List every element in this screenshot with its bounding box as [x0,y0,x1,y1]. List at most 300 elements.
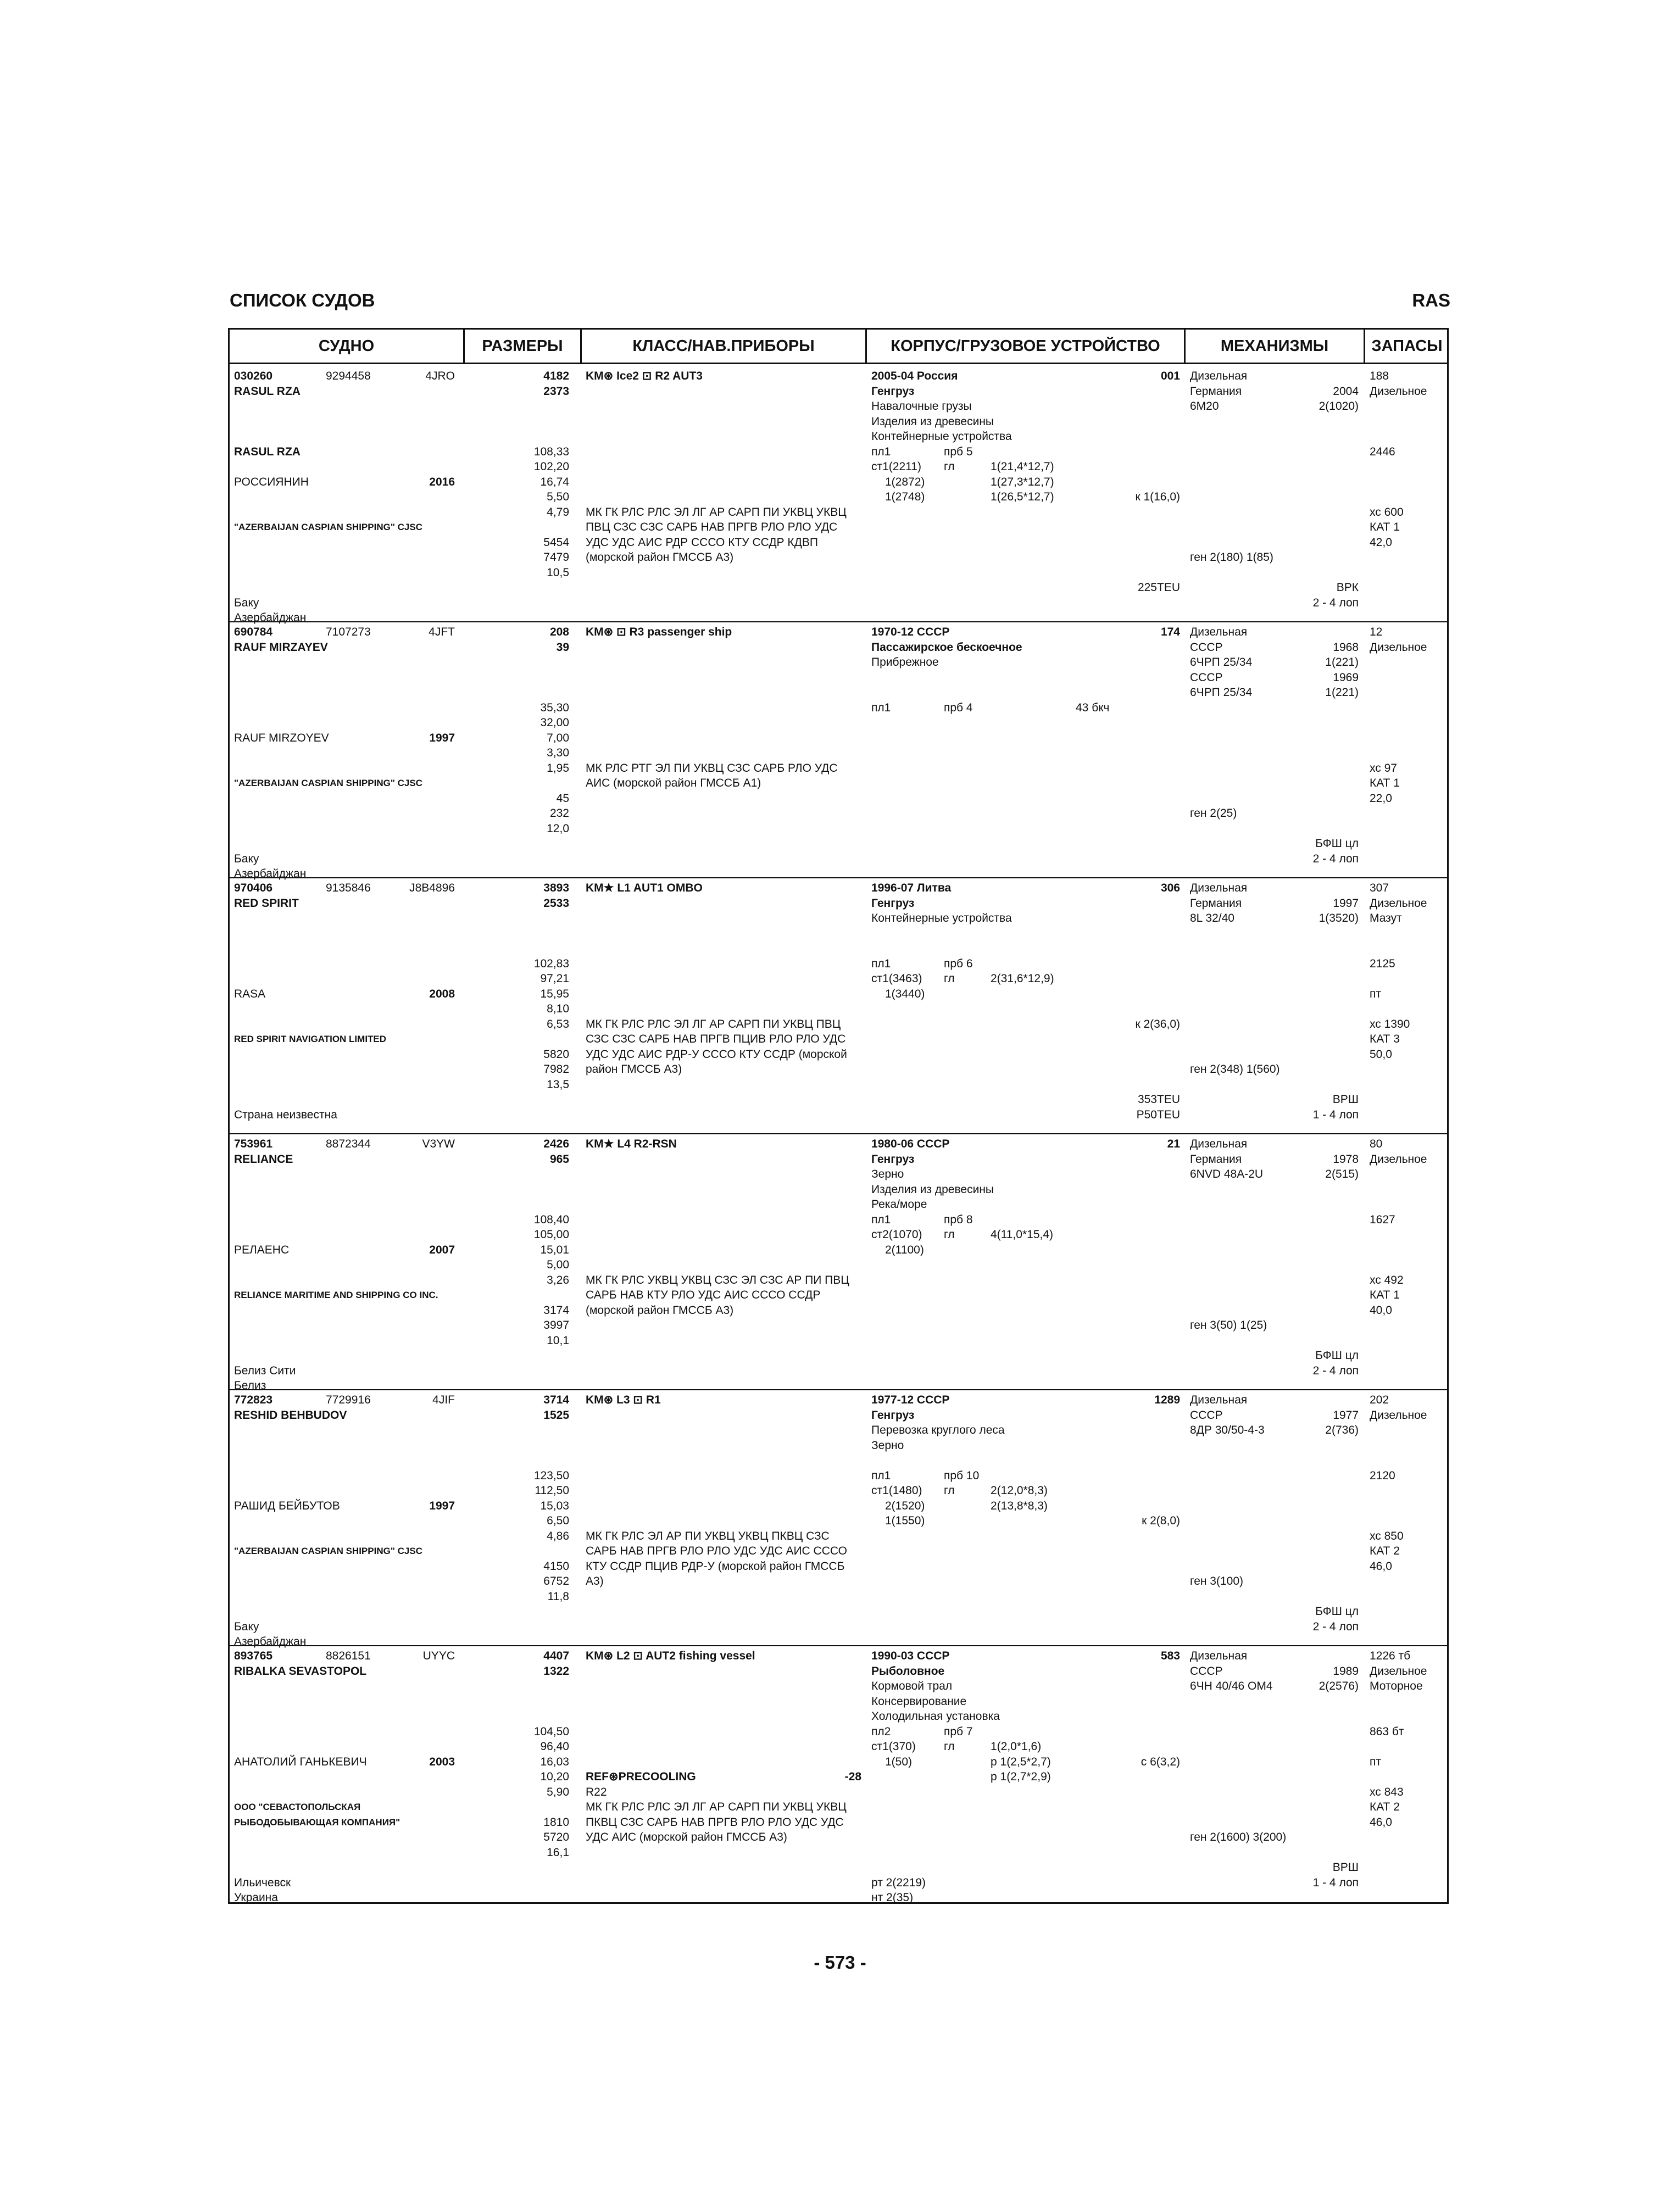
deck-info: прб 6 [944,957,973,970]
ship-record [230,364,1447,622]
deadweight-value: 13,5 [547,1078,569,1091]
stores-info: Дизельное [1370,896,1427,910]
deck-info: 1(21,4*12,7) [991,460,1054,473]
crane-info: к 2(8,0) [1142,1514,1180,1527]
deck-info: 1(2872) [885,475,925,488]
stores-info: 46,0 [1370,1559,1392,1573]
dimension-value: 105,00 [533,1228,569,1241]
yard-number: 583 [1160,1650,1180,1662]
stores-info: 202 [1370,1394,1389,1406]
deck-info: ст2(1070) [871,1228,922,1241]
cargo-item: Зерно [871,1168,904,1180]
engine-info: Германия [1190,896,1242,910]
ship-type: Генгруз [871,385,915,398]
deck-info: 1(26,5*12,7) [991,491,1054,503]
deck-info: 4(11,0*15,4) [991,1228,1054,1241]
ship-name: RAUF MIRZAYEV [234,640,328,654]
deck-info: пл1 [871,1213,891,1226]
dimension-value: 6,50 [547,1514,569,1527]
country: Азербайджан [234,1635,307,1648]
engine-year: 1989 [1333,1664,1359,1678]
yard-number: 1289 [1154,1394,1180,1406]
ship-name: RIBALKA SEVASTOPOL [234,1664,367,1678]
propeller-blades: 2 - 4 лоп [1312,1620,1359,1633]
call-sign: 4JRO [425,370,455,382]
cargo-item: Изделия из древесины [871,1183,994,1196]
ship-type: Генгруз [871,1408,915,1422]
deadweight-value: 12,0 [547,822,569,835]
nav-equipment: МК РЛС РТГ ЭЛ ПИ УКВЦ СЗС САРБ РЛО УДС АИС (морской район ГМССБ А1) [586,761,838,789]
col-class: КЛАСС/НАВ.ПРИБОРЫ [632,337,815,355]
deck-info: гл [944,972,955,985]
dimension-value: 15,95 [540,987,569,1000]
dimension-value: 15,01 [540,1243,569,1256]
engine-info: СССР [1190,671,1223,684]
class-notation: KM⊛ L2 ⊡ AUT2 fishing vessel [586,1650,755,1662]
deadweight-value: 6752 [543,1575,569,1587]
generators: ген 2(1600) 3(200) [1190,1831,1287,1843]
stores-info: КАТ 1 [1370,1289,1400,1301]
previous-name: РОССИЯНИН [234,475,309,488]
reg-number: 970406 [234,882,273,894]
stores-info: КАТ 3 [1370,1033,1400,1045]
generators: ген 3(50) 1(25) [1190,1319,1267,1332]
net-tonnage: 965 [549,1152,569,1166]
deadweight-value: 7479 [543,551,569,564]
deck-info: 1(50) [885,1755,913,1768]
port: Баку [234,596,259,609]
deck-info: пл1 [871,1469,891,1482]
previous-name: RAUF MIRZOYEV [234,731,329,744]
dimension-value: 108,40 [533,1213,569,1226]
country: Украина [234,1891,278,1904]
deadweight-value: 7982 [543,1063,569,1076]
imo-number: 8826151 [326,1650,371,1662]
gross-tonnage: 208 [549,626,569,638]
ship-name: RESHID BEHBUDOV [234,1408,347,1422]
previous-name: РАШИД БЕЙБУТОВ [234,1499,340,1512]
deck-info: пл2 [871,1725,891,1738]
owner: "AZERBAIJAN CASPIAN SHIPPING" CJSC [234,522,422,532]
deck-info: пл1 [871,701,891,714]
engine-info: Дизельная [1190,1138,1248,1150]
cargo-item: Река/море [871,1198,927,1211]
propeller-blades: 1 - 4 лоп [1312,1876,1359,1889]
propeller-blades: 2 - 4 лоп [1312,1364,1359,1377]
dimension-value: 35,30 [540,701,569,714]
stores-info: хс 850 [1370,1529,1404,1542]
engine-power: 2(2576) [1319,1680,1359,1692]
imo-number: 7107273 [326,626,371,638]
reg-number: 772823 [234,1394,273,1406]
stores-info: 50,0 [1370,1048,1392,1061]
class-extra-2: R22 [586,1785,607,1798]
deck-info: 1(3440) [885,987,925,1000]
generators: ген 3(100) [1190,1575,1244,1587]
stores-info: 2125 [1370,957,1395,970]
stores-info: 1627 [1370,1213,1395,1226]
deck-info: 2(31,6*12,9) [991,972,1054,985]
dimension-value: 10,20 [540,1770,569,1783]
engine-info: 6ЧРП 25/34 [1190,686,1253,699]
built-info: 1977-12 СССР [871,1394,950,1406]
ship-name: RELIANCE [234,1152,293,1166]
built-info: 1990-03 СССР [871,1650,950,1662]
deck-info: ст1(3463) [871,972,922,985]
country: Белиз [234,1379,266,1392]
cargo-item: Перевозка круглого леса [871,1424,1005,1436]
stores-info: Моторное [1370,1680,1423,1692]
deck-info: 2(12,0*8,3) [991,1484,1048,1497]
stores-info: КАТ 2 [1370,1801,1400,1813]
ship-type: Генгруз [871,896,915,910]
deck-info: р 1(2,5*2,7) [991,1755,1051,1768]
deck-info: пл1 [871,957,891,970]
cargo-item: Холодильная установка [871,1710,1000,1723]
dimension-value: 112,50 [535,1484,569,1497]
stores-info: 863 бт [1370,1725,1404,1738]
deck-info: р 1(2,7*2,9) [991,1770,1051,1783]
ship-type: Генгруз [871,1152,915,1166]
stores-info: КАТ 1 [1370,777,1400,789]
generators: ген 2(180) 1(85) [1190,551,1273,564]
deck-info: ст1(370) [871,1740,916,1753]
engine-year: 1977 [1333,1408,1359,1422]
engine-year: 1978 [1333,1152,1359,1166]
yard-number: 174 [1160,626,1180,638]
previous-name-year: 1997 [429,1499,455,1512]
reg-number: 753961 [234,1138,273,1150]
deadweight-value: 232 [549,807,569,820]
previous-name-year: 2008 [429,987,455,1000]
nav-equipment: МК ГК РЛС УКВЦ УКВЦ СЗС ЭЛ СЗС АР ПИ ПВЦ САРБ НАВ КТУ РЛО УДС АИС СССО ССДР (морской район ГМССБ А3) [586,1273,849,1317]
stores-info: КАТ 2 [1370,1545,1400,1557]
ship-name: RED SPIRIT [234,896,299,910]
reg-number: 030260 [234,370,273,382]
hold-info: нт 2(35) [871,1891,914,1904]
ship-name: RASUL RZA [234,385,301,398]
crane-info: с 6(3,2) [1141,1755,1180,1768]
dimension-value: 16,03 [540,1755,569,1768]
deadweight-value: 3174 [543,1303,569,1317]
ship-type: Рыболовное [871,1664,945,1678]
propeller: БФШ цл [1315,1349,1359,1362]
deck-info: прб 5 [944,445,973,458]
owner: "AZERBAIJAN CASPIAN SHIPPING" CJSC [234,1546,422,1556]
nav-equipment: МК ГК РЛС РЛС ЭЛ ЛГ АР САРП ПИ УКВЦ УКВЦ ПВЦ СЗС СЗС САРБ НАВ ПРГВ РЛО РЛО УДС УДС УДС АИС РДР СССО КТУ ССДР КДВП (морской район ГМССБ А3) [586,505,847,564]
net-tonnage: 2373 [543,385,569,398]
engine-info: Дизельная [1190,1650,1248,1662]
built-info: 1980-06 СССР [871,1138,950,1150]
deck-info: прб 8 [944,1213,973,1226]
built-info: 1996-07 Литва [871,882,952,894]
col-engines: МЕХАНИЗМЫ [1220,337,1329,355]
nav-equipment: МК ГК РЛС ЭЛ АР ПИ УКВЦ УКВЦ ПКВЦ СЗС САРБ НАВ ПРГВ РЛО РЛО УДС УДС АИС СССО КТУ ССДР ПЦИВ РДР-У (морской район ГМССБ А3) [586,1529,847,1587]
reg-number: 893765 [234,1650,273,1662]
generators: ген 2(25) [1190,807,1237,820]
deck-info: 1(2,0*1,6) [991,1740,1042,1753]
call-sign: UYYC [422,1650,455,1662]
stores-info: Мазут [1370,912,1402,924]
deck-info: прб 4 [944,701,973,714]
engine-power: 2(736) [1325,1424,1359,1436]
deck-info: гл [944,1228,955,1241]
cargo-item: Контейнерные устройства [871,430,1012,443]
deck-info: пл1 [871,445,891,458]
generators: ген 2(348) 1(560) [1190,1063,1280,1076]
ship-record [230,876,1447,1134]
owner: RELIANCE MARITIME AND SHIPPING CO INC. [234,1290,438,1300]
net-tonnage: 1525 [543,1408,569,1422]
country: Азербайджан [234,611,307,624]
engine-year: 1968 [1333,640,1359,654]
ship-record [230,1388,1447,1646]
stores-info: хс 843 [1370,1785,1404,1798]
previous-name-year: 1997 [429,731,455,744]
call-sign: 4JFT [429,626,455,638]
yard-number: 306 [1160,882,1180,894]
stores-info: Дизельное [1370,1664,1427,1678]
stores-info: 1226 тб [1370,1650,1411,1662]
engine-info: 6NVD 48A-2U [1190,1168,1264,1180]
previous-name: RASA [234,987,266,1000]
propeller: БФШ цл [1315,837,1359,850]
dimension-value: 4,86 [547,1529,569,1542]
stores-info: 2120 [1370,1469,1395,1482]
class-notation: KM★ L4 R2-RSN [586,1138,677,1150]
propeller: БФШ цл [1315,1605,1359,1618]
stores-info: 2446 [1370,445,1395,458]
dimension-value: 15,03 [540,1499,569,1512]
engine-info: Дизельная [1190,1394,1248,1406]
col-dims: РАЗМЕРЫ [482,337,563,355]
engine-power-2: 1(221) [1325,686,1359,699]
previous-name: АНАТОЛИЙ ГАНЬКЕВИЧ [234,1755,367,1768]
dimension-value: 102,83 [533,957,569,970]
deadweight-value: 10,5 [547,566,569,579]
ship-type: Пассажирское бескоечное [871,640,1022,654]
deadweight-value: 3997 [543,1319,569,1332]
gross-tonnage: 4182 [543,370,569,382]
deck-info: гл [944,460,955,473]
deadweight-value: 5720 [543,1831,569,1843]
gross-tonnage: 3714 [543,1394,569,1406]
cargo-item: Консервирование [871,1695,967,1708]
stores-info: пт [1370,1755,1381,1768]
call-sign: 4JIF [432,1394,455,1406]
dimension-value: 104,50 [533,1725,569,1738]
cargo-item: Изделия из древесины [871,415,994,428]
engine-info: Германия [1190,385,1242,398]
stores-info: 188 [1370,370,1389,382]
deadweight-value: 10,1 [547,1334,569,1347]
deadweight-value: 4150 [543,1559,569,1573]
dimension-value: 7,00 [547,731,569,744]
cargo-item: Зерно [871,1439,904,1452]
propeller: ВРШ [1332,1861,1359,1874]
page-header-code: RAS [1412,290,1450,310]
engine-power: 1(221) [1325,656,1359,669]
deck-info: гл [944,1484,955,1497]
class-extra-value: -28 [844,1770,861,1783]
class-notation: KM⊛ ⊡ R3 passenger ship [586,626,732,638]
dimension-value: 3,26 [547,1273,569,1286]
net-tonnage: 2533 [543,896,569,910]
deck-info: гл [944,1740,955,1753]
stores-info: Дизельное [1370,385,1427,398]
deck-info: 43 бкч [1076,701,1110,714]
stores-info: Дизельное [1370,1152,1427,1166]
reg-number: 690784 [234,626,273,638]
class-extra: REF⊛PRECOOLING [586,1770,696,1783]
yard-number: 21 [1167,1138,1180,1150]
imo-number: 9294458 [326,370,371,382]
nav-equipment: МК ГК РЛС РЛС ЭЛ ЛГ АР САРП ПИ УКВЦ ПВЦ СЗС СЗС САРБ НАВ ПРГВ ПЦИВ РЛО РЛО УДС УДС УДС АИС РДР-У СССО КТУ ССДР (морской район ГМССБ А3) [586,1017,847,1076]
stores-info: 307 [1370,882,1389,894]
deck-info: 2(1100) [885,1243,924,1256]
col-ship: СУДНО [318,337,375,355]
stores-info: пт [1370,987,1381,1000]
teu-capacity: 353TEU [1137,1093,1180,1106]
built-info: 1970-12 СССР [871,626,950,638]
deadweight-value: 11,8 [547,1590,569,1603]
engine-info: СССР [1190,1408,1223,1422]
engine-year-2: 1969 [1333,671,1359,684]
cargo-item: Кормовой трал [871,1680,953,1692]
deadweight-value: 16,1 [547,1846,569,1859]
gross-tonnage: 4407 [543,1650,569,1662]
deck-info: 2(13,8*8,3) [991,1499,1048,1512]
imo-number: 8872344 [326,1138,371,1150]
deck-info: 1(27,3*12,7) [991,475,1054,488]
propeller-blades: 2 - 4 лоп [1312,596,1359,609]
dimension-value: 5,90 [547,1785,569,1798]
net-tonnage: 39 [556,640,569,654]
stores-info: 42,0 [1370,536,1392,549]
port: Баку [234,852,259,865]
stores-info: 12 [1370,626,1383,638]
engine-info: СССР [1190,640,1223,654]
engine-power: 2(515) [1325,1168,1359,1180]
gross-tonnage: 3893 [543,882,569,894]
engine-info: Дизельная [1190,626,1248,638]
dimension-value: 108,33 [533,445,569,458]
deadweight-value: 1810 [543,1815,569,1829]
stores-info: Дизельное [1370,1408,1427,1422]
deck-info: 1(1550) [885,1514,925,1527]
teu-capacity: 225TEU [1137,581,1180,594]
call-sign: J8B4896 [409,882,455,894]
engine-power: 2(1020) [1319,400,1359,413]
propeller: ВРШ [1332,1093,1359,1106]
yard-number: 001 [1160,370,1180,382]
class-notation: KM★ L1 AUT1 OMBO [586,882,703,894]
stores-info: хс 1390 [1370,1017,1410,1030]
engine-info: 8L 32/40 [1190,912,1234,924]
dimension-value: 6,53 [547,1017,569,1030]
deadweight-value: 45 [556,792,569,805]
stores-info: хс 492 [1370,1273,1404,1286]
owner: ООО "СЕВАСТОПОЛЬСКАЯ РЫБОДОБЫВАЮЩАЯ КОМПАНИЯ" [234,1802,400,1828]
dimension-value: 3,30 [547,747,569,759]
country: Азербайджан [234,867,307,880]
owner: "AZERBAIJAN CASPIAN SHIPPING" CJSC [234,778,422,788]
dimension-value: 102,20 [533,460,569,473]
deadweight-value: 5820 [543,1048,569,1061]
dimension-value: 4,79 [547,505,569,519]
nav-equipment: МК ГК РЛС РЛС ЭЛ ЛГ АР САРП ПИ УКВЦ УКВЦ ПКВЦ СЗС САРБ НАВ ПРГВ РЛО РЛО УДС УДС УДС АИС (морской район ГМССБ А3) [586,1801,847,1843]
class-notation: KM⊛ Ice2 ⊡ R2 AUT3 [586,370,703,382]
port: Белиз Сити [234,1364,296,1377]
stores-info: Дизельное [1370,640,1427,654]
deck-info: 1(2748) [885,491,925,503]
port: Страна неизвестна [234,1108,337,1121]
deck-info: прб 10 [944,1469,980,1482]
previous-name: РЕЛАЕНС [234,1243,290,1256]
ship-name-2: RASUL RZA [234,445,301,458]
propeller: ВРК [1336,581,1359,594]
deck-info: 2(1520) [885,1499,925,1512]
deck-info: ст1(1480) [871,1484,922,1497]
deadweight-value: 5454 [543,536,569,549]
hold-info: рт 2(2219) [871,1876,926,1889]
engine-year: 2004 [1333,385,1359,398]
engine-info: СССР [1190,1664,1223,1678]
gross-tonnage: 2426 [543,1138,569,1150]
previous-name-year: 2003 [429,1755,455,1768]
stores-info: хс 97 [1370,761,1397,775]
cargo-item: Прибрежное [871,656,939,669]
teu-capacity: P50TEU [1136,1108,1180,1121]
stores-info: 40,0 [1370,1303,1392,1317]
cargo-item: Контейнерные устройства [871,912,1012,924]
stores-info: 46,0 [1370,1815,1392,1829]
col-hull: КОРПУС/ГРУЗОВОЕ УСТРОЙСТВО [891,337,1160,355]
crane-info: к 1(16,0) [1135,491,1180,503]
port: Ильичевск [234,1876,291,1889]
propeller-blades: 1 - 4 лоп [1312,1108,1359,1121]
ship-record [230,1132,1447,1390]
net-tonnage: 1322 [543,1664,569,1678]
engine-power: 1(3520) [1319,912,1359,924]
ship-record [230,1644,1447,1904]
stores-info: 22,0 [1370,792,1392,805]
stores-info: КАТ 1 [1370,521,1400,533]
engine-info: Дизельная [1190,370,1248,382]
call-sign: V3YW [422,1138,455,1150]
engine-year: 1997 [1333,896,1359,910]
engine-info: Дизельная [1190,882,1248,894]
ship-record [230,620,1447,878]
engine-info: 8ДР 30/50-4-3 [1190,1424,1265,1436]
dimension-value: 97,21 [540,972,569,985]
table-header [230,330,1447,364]
engine-info: 6ЧН 40/46 ОМ4 [1190,1680,1273,1692]
propeller-blades: 2 - 4 лоп [1312,852,1359,865]
engine-info: 6M20 [1190,400,1219,413]
page-header-title: СПИСОК СУДОВ [230,290,375,310]
page-number: - 573 - [814,1952,866,1973]
engine-info: 6ЧРП 25/34 [1190,656,1253,669]
previous-name-year: 2007 [429,1243,455,1256]
deck-info: прб 7 [944,1725,973,1738]
ship-table [228,328,1449,1904]
dimension-value: 5,00 [547,1258,569,1271]
engine-info: Германия [1190,1152,1242,1166]
imo-number: 9135846 [326,882,371,894]
dimension-value: 5,50 [547,491,569,503]
dimension-value: 1,95 [547,761,569,775]
